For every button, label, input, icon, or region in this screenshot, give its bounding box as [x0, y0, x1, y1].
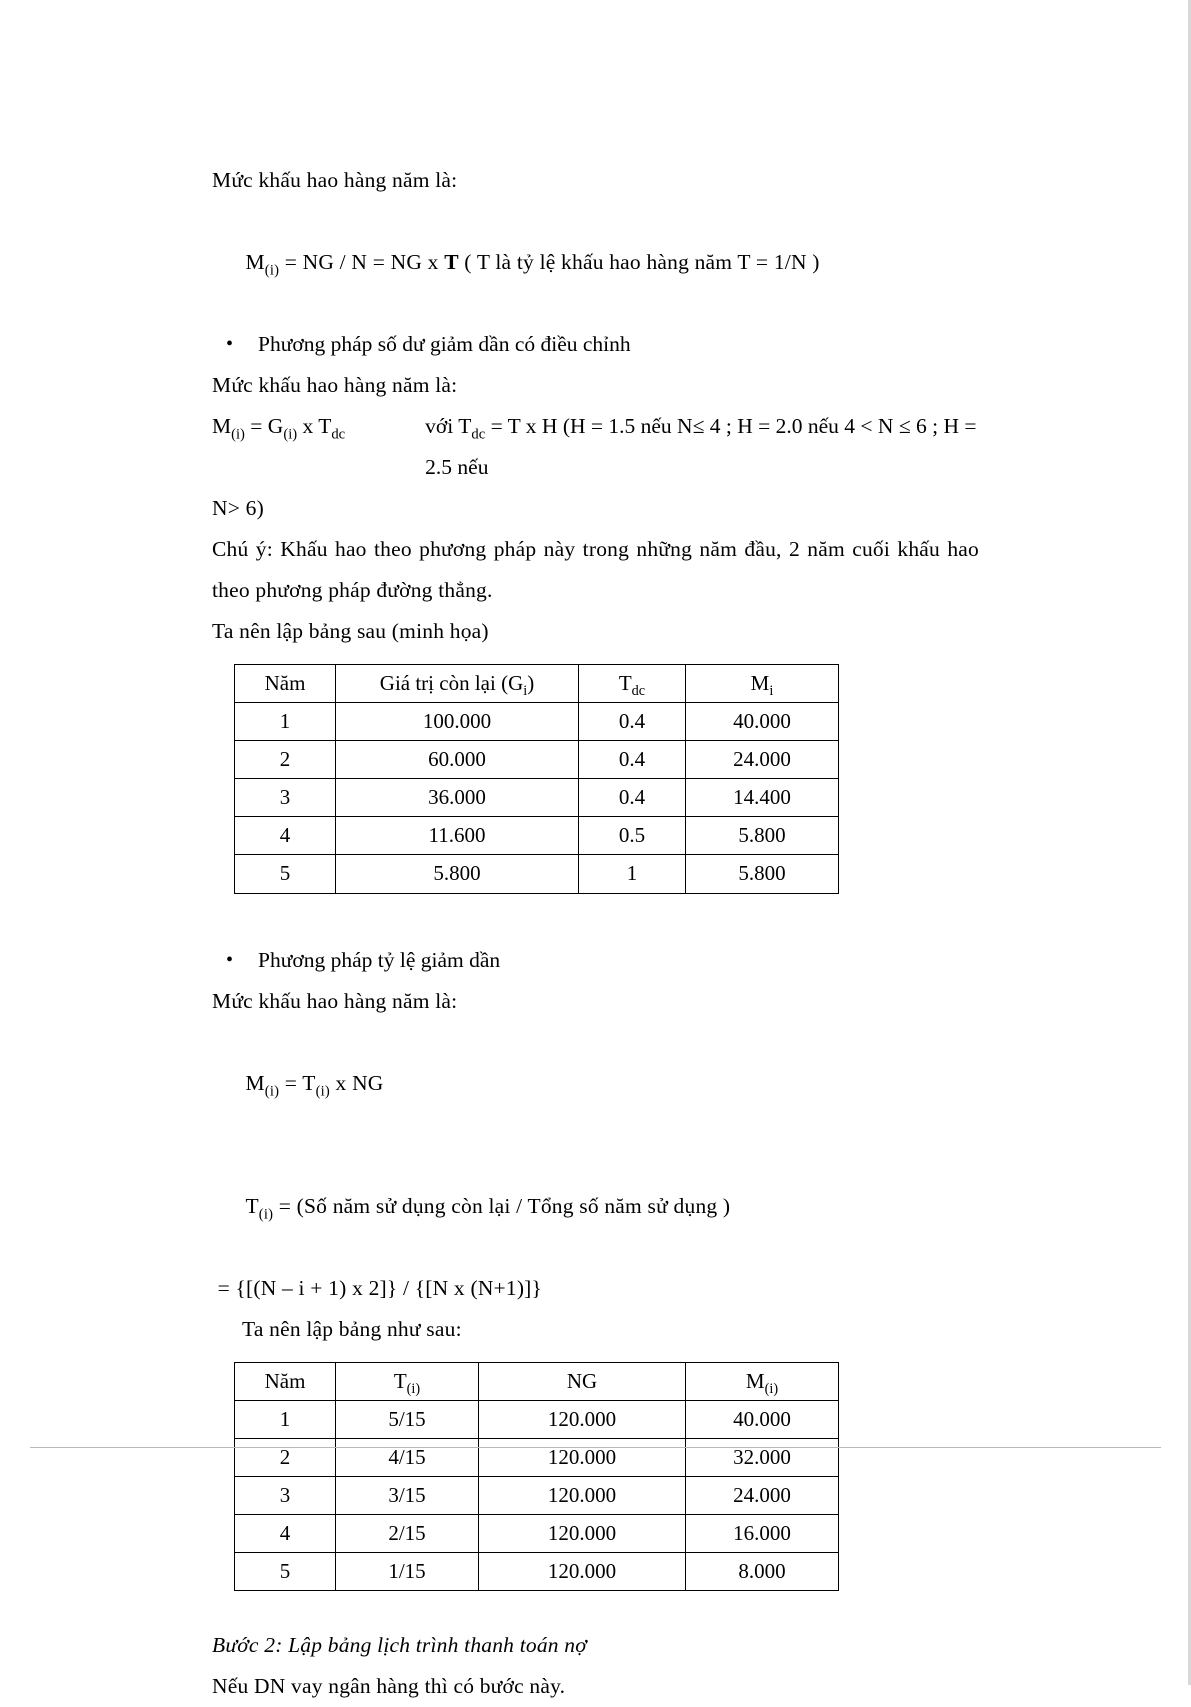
cell-rate: 3/15	[336, 1476, 479, 1514]
bullet-dot-icon: •	[226, 333, 234, 355]
formula-body: = NG / N = NG x	[279, 250, 445, 274]
cell-rate: 2/15	[336, 1514, 479, 1552]
table1-header-mi-main: M	[750, 671, 770, 695]
formula-voi-t: với T	[425, 414, 472, 438]
table2-header-nam: Năm	[235, 1362, 336, 1400]
paragraph-muc-khau-hao-2: Mức khấu hao hàng năm là:	[212, 373, 458, 397]
formula-g-sub: (i)	[283, 426, 298, 443]
formula-note: ( T là tỷ lệ khấu hao hàng năm T = 1/N )	[458, 250, 820, 274]
cell-remaining-value: 60.000	[336, 741, 579, 779]
table2-header-ti-sub: (i)	[406, 1380, 421, 1397]
paragraph-table-intro-1: Ta nên lập bảng sau (minh họa)	[212, 619, 489, 643]
cell-mi: 14.400	[686, 779, 839, 817]
formula-x-ng: x NG	[329, 1070, 384, 1095]
table-row	[235, 1476, 839, 1514]
spacer	[212, 894, 979, 940]
cell-ng: 120.000	[479, 1400, 686, 1438]
cell-mi: 5.800	[686, 817, 839, 855]
table-row	[235, 1553, 839, 1591]
table2-header-ng: NG	[479, 1362, 686, 1400]
paragraph-table-intro-2: Ta nên lập bảng như sau:	[242, 1316, 462, 1341]
table1-header-tdc-main: T	[618, 671, 632, 695]
cell-year: 5	[235, 855, 336, 893]
bullet-item-sum-of-years	[212, 940, 979, 981]
table-row	[235, 741, 839, 779]
table2-header-ti	[336, 1362, 479, 1400]
paragraph-muc-khau-hao-1: Mức khấu hao hàng năm là:	[212, 168, 458, 192]
formula-m: M	[212, 414, 232, 438]
paragraph-buoc-2-body: Nếu DN vay ngân hàng thì có bước này.	[212, 1674, 566, 1699]
cell-remaining-value: 36.000	[336, 779, 579, 817]
table1-header-tdc-sub: dc	[631, 683, 646, 700]
footer-divider	[30, 1447, 1161, 1448]
table1-header-gia-tri-tail: )	[527, 671, 535, 695]
cell-tdc: 0.5	[579, 817, 686, 855]
table2-header-mi	[686, 1362, 839, 1400]
bullet-label: Phương pháp tỷ lệ giảm dần	[258, 947, 501, 972]
cell-remaining-value: 100.000	[336, 703, 579, 741]
table1-header-nam: Năm	[235, 665, 336, 703]
cell-mi: 24.000	[686, 741, 839, 779]
cell-year: 5	[235, 1553, 336, 1591]
cell-mi: 5.800	[686, 855, 839, 893]
table1-header-mi	[686, 665, 839, 703]
formula-m: M	[245, 1070, 265, 1095]
paragraph-note-chu-y: Chú ý: Khấu hao theo phương pháp này trong những năm đầu, 2 năm cuối khấu hao theo phương pháp đường thẳng.	[212, 537, 985, 602]
cell-tdc: 0.4	[579, 741, 686, 779]
cell-year: 3	[235, 1476, 336, 1514]
table1-header-tdc	[579, 665, 686, 703]
formula-left-part	[212, 406, 345, 488]
formula-straight-line	[212, 201, 979, 324]
cell-rate: 5/15	[336, 1400, 479, 1438]
heading-buoc-2: Bước 2: Lập bảng lịch trình thanh toán nợ	[212, 1633, 587, 1658]
table-row	[235, 1514, 839, 1552]
formula-eq-t: = T	[279, 1070, 316, 1095]
table1-header-gia-tri-main: Giá trị còn lại (G	[379, 671, 524, 695]
cell-tdc: 0.4	[579, 779, 686, 817]
cell-year: 3	[235, 779, 336, 817]
cell-remaining-value: 5.800	[336, 855, 579, 893]
formula-t-sub: (i)	[258, 1205, 274, 1222]
formula-m-subscript: (i)	[264, 262, 280, 279]
cell-ng: 120.000	[479, 1438, 686, 1476]
table1-header-gia-tri-sub: i	[523, 683, 528, 700]
cell-year: 1	[235, 1400, 336, 1438]
formula-eq-g: = G	[244, 414, 284, 438]
spacer	[212, 1591, 979, 1625]
formula-t: T	[245, 1193, 259, 1218]
cell-year: 4	[235, 1514, 336, 1552]
table2-header-mi-main: M	[745, 1368, 765, 1393]
table2-header-mi-sub: (i)	[764, 1380, 779, 1397]
table-row	[235, 1438, 839, 1476]
document-content	[212, 160, 985, 1707]
formula-condition	[345, 406, 979, 488]
cell-remaining-value: 11.600	[336, 817, 579, 855]
cell-year: 1	[235, 703, 336, 741]
cell-ng: 120.000	[479, 1553, 686, 1591]
table1-header-gia-tri	[336, 665, 579, 703]
cell-year: 2	[235, 741, 336, 779]
cell-mi: 40.000	[686, 703, 839, 741]
cell-mi: 8.000	[686, 1553, 839, 1591]
formula-declining-balance	[212, 406, 979, 488]
table-header-row	[235, 1362, 839, 1400]
cell-rate: 1/15	[336, 1553, 479, 1591]
formula-m-sub: (i)	[231, 426, 245, 443]
formula-t-sub: (i)	[315, 1082, 330, 1099]
cell-year: 4	[235, 817, 336, 855]
table-row	[235, 817, 839, 855]
paragraph-muc-khau-hao-3: Mức khấu hao hàng năm là:	[212, 988, 458, 1013]
cell-mi: 24.000	[686, 1476, 839, 1514]
cell-rate: 4/15	[336, 1438, 479, 1476]
formula-h-values: = T x H (H = 1.5 nếu N≤ 4 ; H = 2.0 nếu 4 < N ≤ 6 ; H = 2.5 nếu	[425, 414, 977, 479]
table-sum-of-years	[234, 1362, 839, 1592]
formula-tdc-sub: dc	[471, 426, 486, 443]
formula-condition-continued: N> 6)	[212, 496, 264, 520]
formula-t-definition: = (Số năm sử dụng còn lại / Tổng số năm sử dụng )	[273, 1193, 731, 1218]
formula-t-sub: dc	[331, 426, 346, 443]
cell-ng: 120.000	[479, 1476, 686, 1514]
formula-m-symbol: M	[245, 250, 265, 274]
formula-t-bold: T	[444, 250, 459, 274]
cell-year: 2	[235, 1438, 336, 1476]
table1-header-mi-sub: i	[769, 683, 774, 700]
table-row	[235, 779, 839, 817]
formula-sum-of-years-m	[212, 1022, 979, 1145]
cell-tdc: 0.4	[579, 703, 686, 741]
cell-mi: 16.000	[686, 1514, 839, 1552]
formula-sum-of-years-expanded: = {[(N – i + 1) x 2]} / {[N x (N+1)]}	[212, 1275, 543, 1300]
table-declining-balance	[234, 664, 839, 894]
bullet-item-declining-balance	[212, 324, 979, 365]
bullet-dot-icon: •	[226, 948, 234, 971]
table2-header-ti-main: T	[393, 1368, 407, 1393]
cell-tdc: 1	[579, 855, 686, 893]
cell-ng: 120.000	[479, 1514, 686, 1552]
formula-sum-of-years-t	[212, 1145, 979, 1268]
formula-x-t: x T	[297, 414, 332, 438]
table-header-row	[235, 665, 839, 703]
formula-m-sub: (i)	[264, 1082, 280, 1099]
table-row	[235, 1400, 839, 1438]
table-row	[235, 703, 839, 741]
table-row	[235, 855, 839, 893]
cell-mi: 32.000	[686, 1438, 839, 1476]
bullet-label: Phương pháp số dư giảm dần có điều chỉnh	[258, 332, 631, 356]
cell-mi: 40.000	[686, 1400, 839, 1438]
